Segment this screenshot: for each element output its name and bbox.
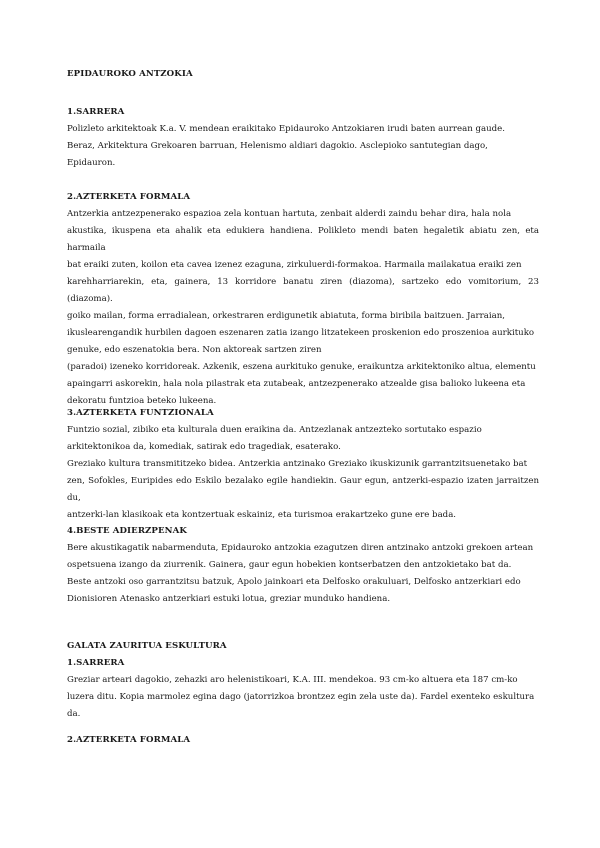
- text-line: ospetsuena izango da ziurrenik. Gainera, gaur egun hobekien kontserbatzen den antzokietako bat da.: [67, 560, 512, 570]
- text-line: Beraz, Arkitektura Grekoaren barruan, Helenismo aldiari dagokio. Asclepioko santutegian dago,: [67, 141, 488, 151]
- text-line: Epidauron.: [67, 158, 116, 168]
- text-line: Antzerkia antzezpenerako espazioa zela kontuan hartuta, zenbait alderdi zaindu behar dira, hala nola: [67, 209, 512, 219]
- section-heading-azterketa-funtzionala: 3.AZTERKETA FUNTZIONALA: [67, 408, 214, 418]
- text-line: genuke, edo eszenatokia bera. Non aktoreak sartzen ziren: [67, 345, 322, 355]
- section-heading-beste-adierzpenak: 4.BESTE ADIERZPENAK: [67, 526, 187, 536]
- document-title: EPIDAUROKO ANTZOKIA: [67, 69, 193, 79]
- text-line: bat eraiki zuten, koilon eta cavea izenez ezaguna, zirkuluerdi-formakoa. Harmaila mailakatua eraiki zen: [67, 260, 522, 270]
- text-line: arkitektonikoa da, komediak, satirak edo tragediak, esaterako.: [67, 442, 341, 452]
- section-body-azterketa-formala: [67, 206, 539, 410]
- section-heading-azterketa-formala: 2.AZTERKETA FORMALA: [67, 192, 191, 202]
- document-title-galata: GALATA ZAURITUA ESKULTURA: [67, 641, 227, 651]
- section-body-galata-sarrera: [67, 672, 539, 723]
- section-heading-galata-azterketa-formala: 2.AZTERKETA FORMALA: [67, 735, 191, 745]
- text-line: ikuslearengandik hurbilen dagoen eszenaren zatia izango litzatekeen proskenion edo proszenioa aurkituko: [67, 328, 535, 338]
- text-line: Dionisioren Atenasko antzerkiari estuki lotua, greziar munduko handiena.: [67, 594, 391, 604]
- text-line: Bere akustikagatik nabarmenduta, Epidauroko antzokia ezagutzen diren antzinako antzoki grekoen artean: [67, 543, 534, 553]
- text-line: karehharriarekin, eta, gainera, 13 korridore banatu ziren (diazoma), sartzeko edo vomitorium, 23 (diazoma).: [67, 277, 539, 304]
- text-line: Funtzio sozial, zibiko eta kulturala duen eraikina da. Antzezlanak antzezteko sortutako espazio: [67, 425, 482, 435]
- text-line: akustika, ikuspena eta ahalik eta edukiera handiena. Polikleto mendi baten hegaletik abiatu zen, eta harmaila: [67, 226, 539, 253]
- section-heading-sarrera: 1.SARRERA: [67, 107, 125, 117]
- text-line: goiko mailan, forma erradialean, orkestraren erdigunetik abiatuta, forma biribila baitzuen. Jarraian,: [67, 311, 505, 321]
- text-line: Greziako kultura transmititzeko bidea. Antzerkia antzinako Greziako ikuskizunik garrantzitsuenetako bat: [67, 459, 528, 469]
- section-body-azterketa-funtzionala: [67, 422, 539, 524]
- text-line: Greziar arteari dagokio, zehazki aro helenistikoari, K.A. III. mendekoa. 93 cm-ko altuera eta 187 cm-ko: [67, 675, 518, 685]
- text-line: apaingarri askorekin, hala nola pilastrak eta zutabeak, antzezpenerako atzealde gisa balioko lukeena eta: [67, 379, 526, 389]
- text-line: Beste antzoki oso garrantzitsu batzuk, Apolo jainkoari eta Delfosko orakuluari, Delfosko antzerkiari edo: [67, 577, 521, 587]
- text-line: Polizleto arkitektoak K.a. V. mendean eraikitako Epidauroko Antzokiaren irudi baten aurrean gaude.: [67, 124, 505, 134]
- text-line: (paradoi) izeneko korridoreak. Azkenik, eszena aurkituko genuke, eraikuntza arkitektoniko altua, elementu: [67, 362, 536, 372]
- text-line: luzera ditu. Kopia marmolez egina dago (jatorrizkoa brontzez egin zela uste da). Fardel exenteko eskultura da.: [67, 692, 535, 719]
- text-line: antzerki-lan klasikoak eta kontzertuak eskainiz, eta turismoa erakartzeko gune ere bada.: [67, 510, 457, 520]
- text-line: zen, Sofokles, Euripides edo Eskilo bezalako egile handiekin. Gaur egun, antzerki-espazio izaten jarraitzen du,: [67, 476, 539, 503]
- section-body-sarrera: [67, 121, 539, 172]
- section-heading-galata-sarrera: 1.SARRERA: [67, 658, 125, 668]
- text-line: dekoratu funtzioa beteko lukeena.: [67, 396, 217, 406]
- section-body-beste-adierzpenak: [67, 540, 539, 608]
